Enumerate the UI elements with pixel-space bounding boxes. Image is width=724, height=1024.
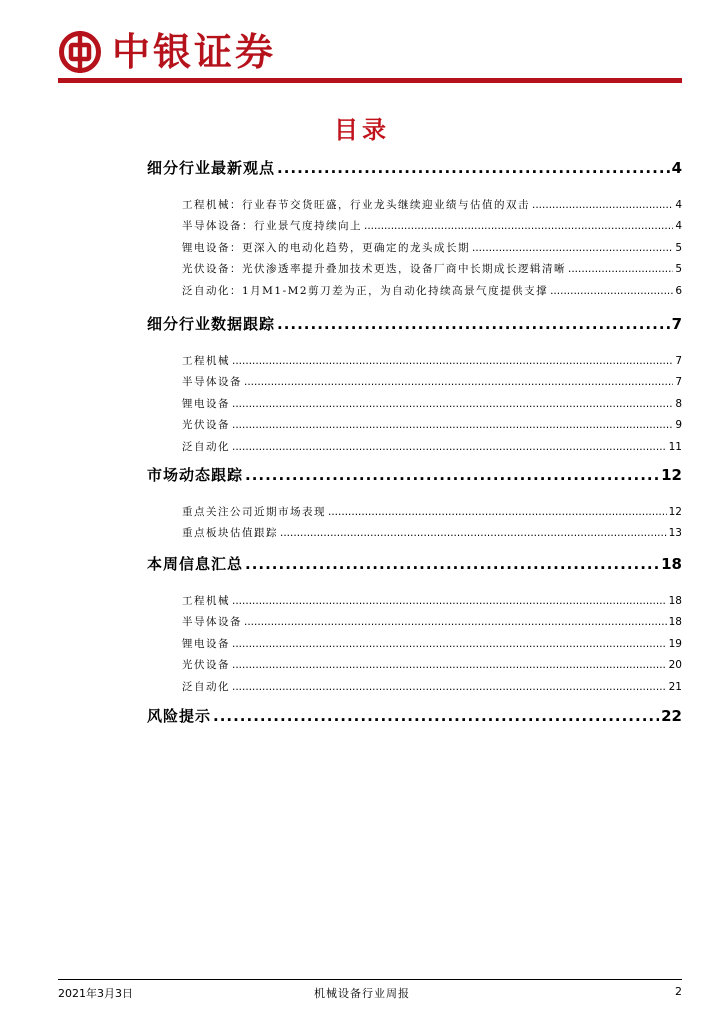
toc-leader-dots bbox=[277, 159, 670, 177]
toc-page-number: 7 bbox=[671, 315, 682, 333]
toc-page-number: 8 bbox=[675, 397, 682, 410]
toc-entry-label: 泛自动化 bbox=[182, 680, 230, 693]
toc-leader-dots bbox=[245, 555, 659, 573]
toc-entry-label: 光伏设备 bbox=[182, 419, 230, 431]
toc-leader-dots bbox=[245, 466, 659, 484]
toc-page-number: 13 bbox=[668, 527, 682, 539]
toc-item[interactable] bbox=[182, 417, 682, 432]
toc-item[interactable] bbox=[182, 353, 682, 368]
toc-item[interactable] bbox=[182, 636, 682, 651]
toc-entry-label: 半导体设备 bbox=[182, 376, 242, 388]
toc-leader-dots bbox=[280, 527, 667, 539]
toc-title: 目录 bbox=[334, 115, 390, 144]
toc-leader-dots bbox=[232, 659, 667, 671]
toc-entry-label: 泛自动化 bbox=[182, 440, 230, 453]
toc-entry-label: 半导体设备：行业景气度持续向上 bbox=[182, 220, 362, 232]
toc-page-number: 5 bbox=[675, 241, 682, 254]
toc-entry-label: 工程机械 bbox=[182, 354, 230, 367]
footer-report-title: 机械设备行业周报 bbox=[314, 987, 410, 1000]
toc-page-number: 7 bbox=[675, 376, 682, 388]
toc-entry-label: 工程机械：行业春节交货旺盛，行业龙头继续迎业绩与估值的双击 bbox=[182, 198, 530, 211]
toc-entry-label: 细分行业数据跟踪 bbox=[147, 315, 276, 333]
toc-leader-dots bbox=[232, 355, 673, 367]
toc-entry-label: 光伏设备 bbox=[182, 659, 230, 671]
toc-leader-dots bbox=[244, 616, 667, 628]
toc-entry-label: 泛自动化：1月M1-M2剪刀差为正，为自动化持续高景气度提供支撑 bbox=[182, 284, 549, 297]
toc-entry-label: 锂电设备 bbox=[182, 637, 230, 650]
toc-section-5[interactable] bbox=[147, 705, 682, 726]
toc-entry-label: 锂电设备：更深入的电动化趋势，更确定的龙头成长期 bbox=[182, 241, 470, 254]
toc-entry-label: 细分行业最新观点 bbox=[147, 159, 276, 177]
toc-leader-dots bbox=[232, 681, 667, 693]
toc-page-number: 21 bbox=[668, 680, 682, 693]
toc-leader-dots bbox=[328, 506, 667, 518]
toc-entry-label: 本周信息汇总 bbox=[147, 555, 244, 573]
toc-page-number: 18 bbox=[661, 555, 682, 573]
toc-item[interactable] bbox=[182, 504, 682, 519]
toc-entry-label: 重点板块估值跟踪 bbox=[182, 527, 278, 539]
toc-entry-label: 市场动态跟踪 bbox=[147, 466, 244, 484]
toc-leader-dots bbox=[568, 263, 673, 275]
toc-page-number: 18 bbox=[668, 616, 682, 628]
toc-entry-label: 光伏设备：光伏渗透率提升叠加技术更迭，设备厂商中长期成长逻辑清晰 bbox=[182, 263, 566, 275]
toc-item[interactable] bbox=[182, 261, 682, 276]
toc-page-number: 12 bbox=[668, 505, 682, 518]
toc-item[interactable] bbox=[182, 197, 682, 212]
toc-item[interactable] bbox=[182, 283, 682, 298]
toc-page-number: 11 bbox=[668, 440, 682, 453]
toc-leader-dots bbox=[232, 398, 673, 410]
toc-page-number: 7 bbox=[675, 354, 682, 367]
toc-item[interactable] bbox=[182, 657, 682, 672]
toc-leader-dots bbox=[232, 419, 673, 431]
toc-page-number: 4 bbox=[671, 159, 682, 177]
toc-entry-label: 工程机械 bbox=[182, 594, 230, 607]
company-name: 中银证券 bbox=[112, 29, 277, 74]
toc-page-number: 12 bbox=[661, 466, 682, 484]
toc-leader-dots bbox=[213, 707, 659, 725]
toc-leader-dots bbox=[232, 595, 667, 607]
toc-section-3[interactable] bbox=[147, 464, 682, 485]
toc-entry-label: 半导体设备 bbox=[182, 616, 242, 628]
toc-leader-dots bbox=[244, 376, 673, 388]
toc-item[interactable] bbox=[182, 218, 682, 233]
toc-section-4[interactable] bbox=[147, 553, 682, 574]
footer-page-number: 2 bbox=[675, 985, 682, 998]
footer-divider bbox=[58, 979, 682, 980]
toc-page-number: 6 bbox=[675, 284, 682, 297]
toc-item[interactable] bbox=[182, 240, 682, 255]
footer-date: 2021年3月3日 bbox=[58, 987, 133, 1000]
toc-page-number: 4 bbox=[675, 220, 682, 232]
toc-entry-label: 风险提示 bbox=[147, 707, 212, 725]
toc-leader-dots bbox=[232, 638, 667, 650]
toc-leader-dots bbox=[472, 242, 673, 254]
toc-item[interactable] bbox=[182, 593, 682, 608]
toc-item[interactable] bbox=[182, 439, 682, 454]
toc-item[interactable] bbox=[182, 679, 682, 694]
toc-page-number: 9 bbox=[675, 419, 682, 431]
toc-item[interactable] bbox=[182, 374, 682, 389]
toc-entry-label: 锂电设备 bbox=[182, 397, 230, 410]
toc-item[interactable] bbox=[182, 525, 682, 540]
toc-section-1[interactable] bbox=[147, 157, 682, 178]
toc-leader-dots bbox=[550, 285, 673, 297]
toc-leader-dots bbox=[277, 315, 670, 333]
toc-page-number: 5 bbox=[675, 263, 682, 275]
toc-page-number: 20 bbox=[668, 659, 682, 671]
toc-item[interactable] bbox=[182, 396, 682, 411]
toc-page-number: 18 bbox=[668, 594, 682, 607]
toc-page-number: 19 bbox=[668, 637, 682, 650]
toc-leader-dots bbox=[532, 199, 673, 211]
toc-entry-label: 重点关注公司近期市场表现 bbox=[182, 505, 326, 518]
toc-section-2[interactable] bbox=[147, 313, 682, 334]
toc-leader-dots bbox=[232, 441, 667, 453]
toc-page-number: 22 bbox=[661, 707, 682, 725]
toc-leader-dots bbox=[364, 220, 673, 232]
toc-item[interactable] bbox=[182, 614, 682, 629]
toc-page-number: 4 bbox=[675, 198, 682, 211]
